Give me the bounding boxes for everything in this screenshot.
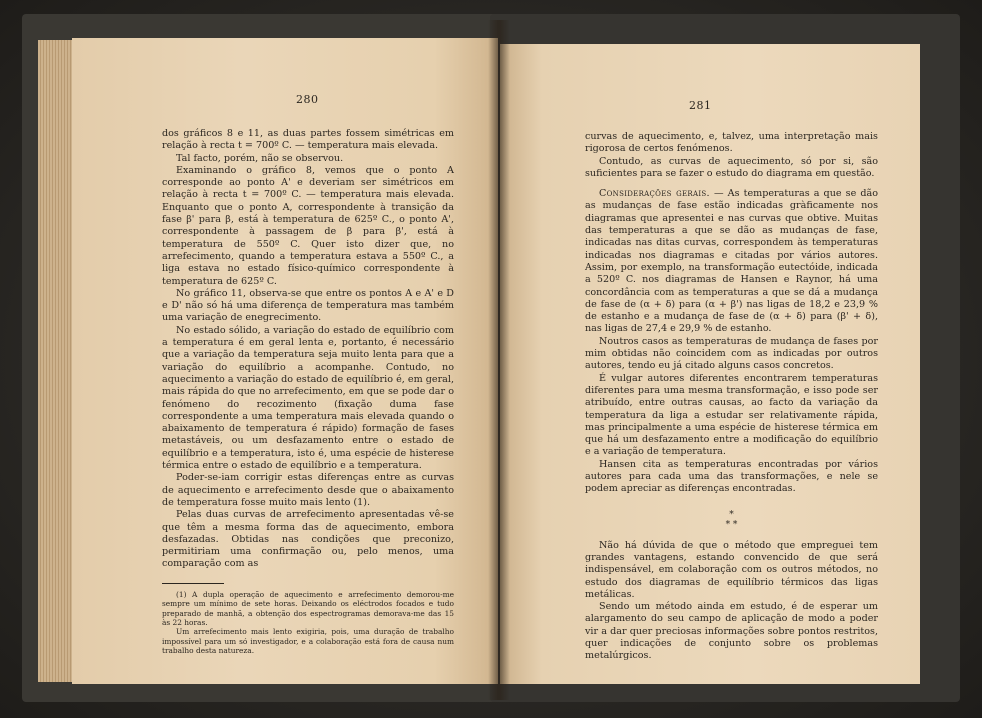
left-page-text (162, 128, 454, 656)
paragraph: Pelas duas curvas de arrefecimento apresentadas vê-se que têm a mesma forma das de aquecimento, embora desfazadas. Obtidas nas condições que preconizo, permitiriam uma confirmação ou, pelo menos, uma comparação com as (162, 509, 454, 570)
paragraph: Contudo, as curvas de aquecimento, só por si, são suficientes para se fazer o estudo do diagrama em questão. (585, 155, 878, 179)
page-number: 281 (689, 99, 712, 112)
section-text: — As temperaturas a que se dão as mudanças de fase estão indicadas gràficamente nos diagramas que apresentei e nas curvas que obtive. Muitas das temperaturas a que se dão as mudanças de fase, indicadas nas ditas curvas, correspondem às temperaturas indicadas nos diagramas e citadas por vários autores. Assim, por exemplo, na transformação eutectóide, indicada a 520º C. nos diagramas de Hansen e Raynor, há uma concordância com as temperaturas a que se dá a mudança de fase de (α + δ) para (α + β') nas ligas de 18,2 e 23,9 % de estanho e a mudança de fase de (α + δ) para (β' + δ), nas ligas de 27,4 e 29,9 % de estanho. (585, 188, 878, 335)
paragraph: curvas de aquecimento, e, talvez, uma interpretação mais rigorosa de certos fenómenos. (585, 131, 878, 155)
footnote-rule (162, 583, 224, 584)
section-heading: Considerações gerais. (599, 188, 710, 200)
footnote: Um arrefecimento mais lento exigiria, pois, uma duração de trabalho impossível para um só investigador, e a colaboração está fora de causa num trabalho desta natureza. (162, 627, 454, 656)
paragraph: No gráfico 11, observa-se que entre os pontos A e A' e D e D' não só há uma diferença de temperatura mas também uma variação de enegrecimento. (162, 287, 454, 324)
footnote: (1) A dupla operação de aquecimento e arrefecimento demorou-me sempre um mínimo de sete horas. Deixando os eléctrodos focados e tudo preparado de manhã, a obtenção dos espectrogramas demorava-me das 15 às 22 horas. (162, 589, 454, 627)
separator-top: * (729, 509, 734, 520)
separator-bottom: * * (725, 519, 738, 530)
paragraph: Hansen cita as temperaturas encontradas por vários autores para cada uma das transformações, e nele se podem apreciar as diferenças encontradas. (585, 458, 878, 495)
paragraph: Noutros casos as temperaturas de mudança de fases por mim obtidas não coincidem com as indicadas por outros autores, tendo eu já citado alguns casos concretos. (585, 335, 878, 372)
page-edges (38, 40, 74, 682)
footnotes (162, 590, 454, 656)
right-page-text (585, 131, 878, 663)
paragraph: É vulgar autores diferentes encontrarem temperaturas diferentes para uma mesma transformação, e isso pode ser atribuído, entre outras causas, ao facto da variação da temperatura da liga a estudar ser relativamente rápida, mas principalmente a uma espécie de histerese térmica em que há um desfazamento entre a modificação do equilíbrio e a variação de temperatura. (585, 372, 878, 458)
paragraph: Tal facto, porém, não se observou. (176, 152, 344, 164)
paragraph: Examinando o gráfico 8, vemos que o ponto A corresponde ao ponto A' e deveriam ser simétricos em relação à recta t = 700º C. — temperatura mais elevada. Enquanto que o ponto A, correspondente à transição da fase β' para β, está à temperatura de 625º C., o ponto A', correspondente à passagem de β para β', está à temperatura de 550º C. Quer isto dizer que, no arrefecimento, quando a temperatura estava a 550º C., a liga estava no estado físico-químico correspondente à temperatura de 625º C. (162, 164, 454, 287)
paragraph: Poder-se-iam corrigir estas diferenças entre as curvas de aquecimento e arrefecimento desde que o abaixamento de temperatura fosse muito mais lento (1). (162, 472, 454, 508)
paragraph: No estado sólido, a variação do estado de equilíbrio com a temperatura é em geral lenta e, portanto, é necessário que a variação da temperatura seja muito lenta para que a variação do equilíbrio a acompanhe. Contudo, no aquecimento a variação do estado de equilíbrio é, em geral, mais rápida do que no arrefecimento, em que se pode dar o fenómeno do recozimento (fixação duma fase correspondente a uma temperatura mais elevada quando o abaixamento de temperatura é rápido) formação de fases metastáveis, ou um desfazamento entre o estado de equilíbrio e a temperatura, isto é, uma espécie de histerese térmica entre o estado de equilíbrio e a temperatura. (162, 324, 454, 472)
section-separator (585, 510, 878, 530)
book-gutter (488, 20, 510, 700)
paragraph: Não há dúvida de que o método que empreguei tem grandes vantagens, estando convencido de que será indispensável, em colaboração com os outros métodos, no estudo dos diagramas de equilíbrio térmicos das ligas metálicas. (585, 539, 878, 600)
section-paragraph (585, 188, 878, 336)
paragraph: Sendo um método ainda em estudo, é de esperar um alargamento do seu campo de aplicação de modo a poder vir a dar quer preciosas informações sobre pontos restritos, quer indicações de conjunto sobre os problemas metalúrgicos. (585, 601, 878, 662)
right-page (500, 44, 920, 684)
page-number: 280 (296, 93, 319, 106)
paragraph: dos gráficos 8 e 11, as duas partes fossem simétricas em relação à recta t = 700º C. — temperatura mais elevada. (162, 128, 454, 152)
left-page (72, 38, 498, 684)
